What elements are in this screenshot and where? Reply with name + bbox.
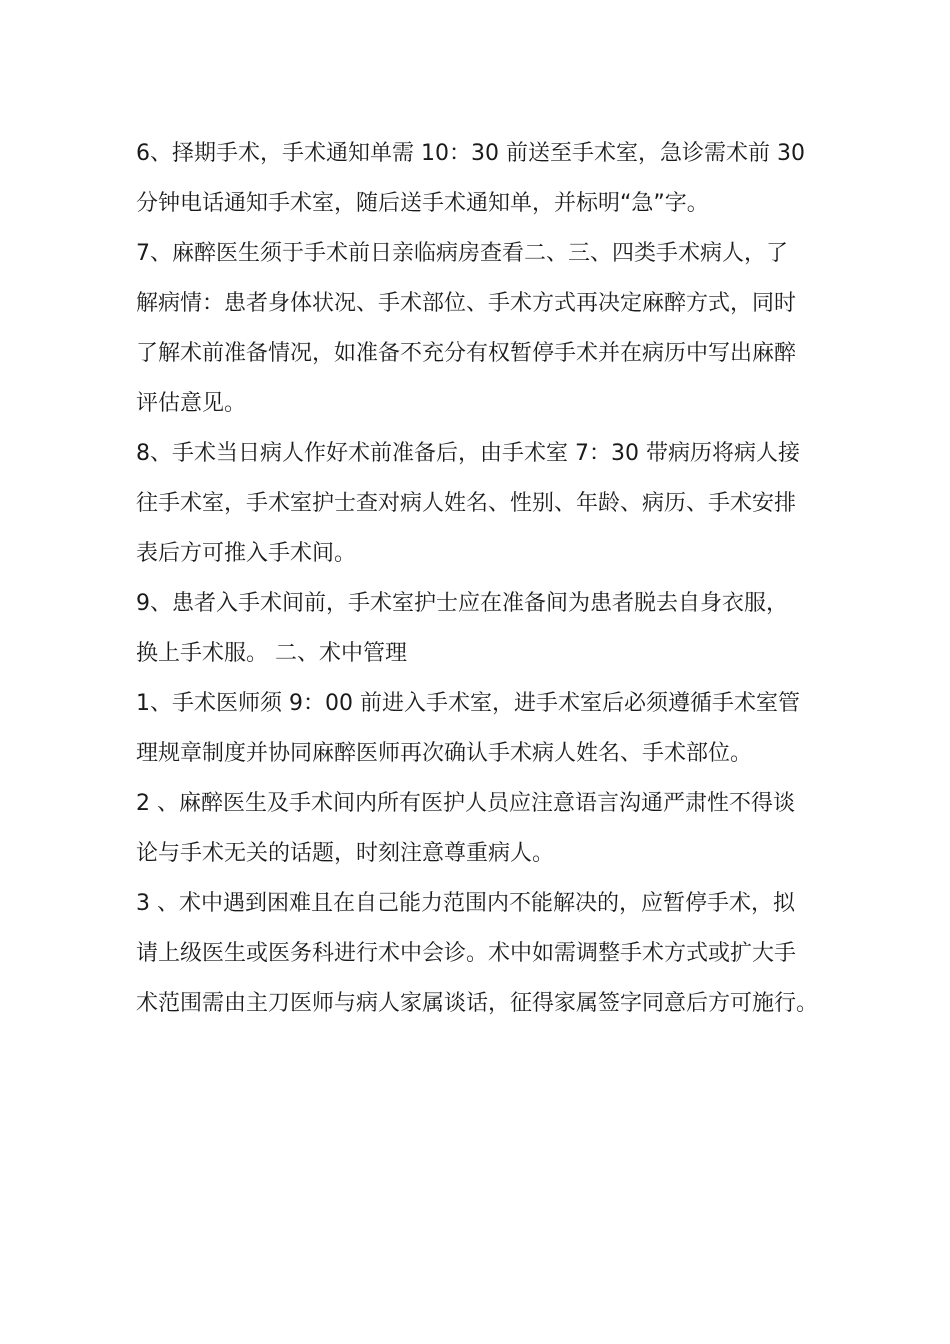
text-line: 8、手术当日病人作好术前准备后，由手术室 7：30 带病历将病人接 bbox=[136, 441, 800, 466]
text-line: 3 、术中遇到困难且在自己能力范围内不能解决的，应暂停手术，拟 bbox=[136, 891, 795, 916]
text-line: 7、麻醉医生须于手术前日亲临病房查看二、三、四类手术病人，了 bbox=[136, 241, 788, 266]
text-line: 术范围需由主刀医师与病人家属谈话，征得家属签字同意后方可施行。 bbox=[136, 991, 819, 1016]
text-line: 表后方可推入手术间。 bbox=[136, 541, 357, 566]
text-line: 解病情：患者身体状况、手术部位、手术方式再决定麻醉方式，同时 bbox=[136, 291, 797, 316]
text-line: 9、患者入手术间前，手术室护士应在准备间为患者脱去自身衣服， bbox=[136, 591, 788, 616]
text-line: 往手术室，手术室护士查对病人姓名、性别、年龄、病历、手术安排 bbox=[136, 491, 797, 516]
text-line: 论与手术无关的话题，时刻注意尊重病人。 bbox=[136, 841, 555, 866]
text-line: 评估意见。 bbox=[136, 391, 247, 416]
text-line: 请上级医生或医务科进行术中会诊。术中如需调整手术方式或扩大手 bbox=[136, 941, 797, 966]
text-line: 1、手术医师须 9：00 前进入手术室，进手术室后必须遵循手术室管 bbox=[136, 691, 800, 716]
document-body bbox=[136, 129, 826, 1029]
text-line: 了解术前准备情况，如准备不充分有权暂停手术并在病历中写出麻醉 bbox=[136, 341, 797, 366]
text-line: 理规章制度并协同麻醉医师再次确认手术病人姓名、手术部位。 bbox=[136, 741, 753, 766]
text-line: 分钟电话通知手术室，随后送手术通知单，并标明“急”字。 bbox=[136, 191, 709, 216]
text-line: 2 、麻醉医生及手术间内所有医护人员应注意语言沟通严肃性不得谈 bbox=[136, 791, 795, 816]
text-line: 换上手术服。 二、术中管理 bbox=[136, 641, 407, 666]
text-line: 6、择期手术，手术通知单需 10：30 前送至手术室，急诊需术前 30 bbox=[136, 141, 805, 166]
